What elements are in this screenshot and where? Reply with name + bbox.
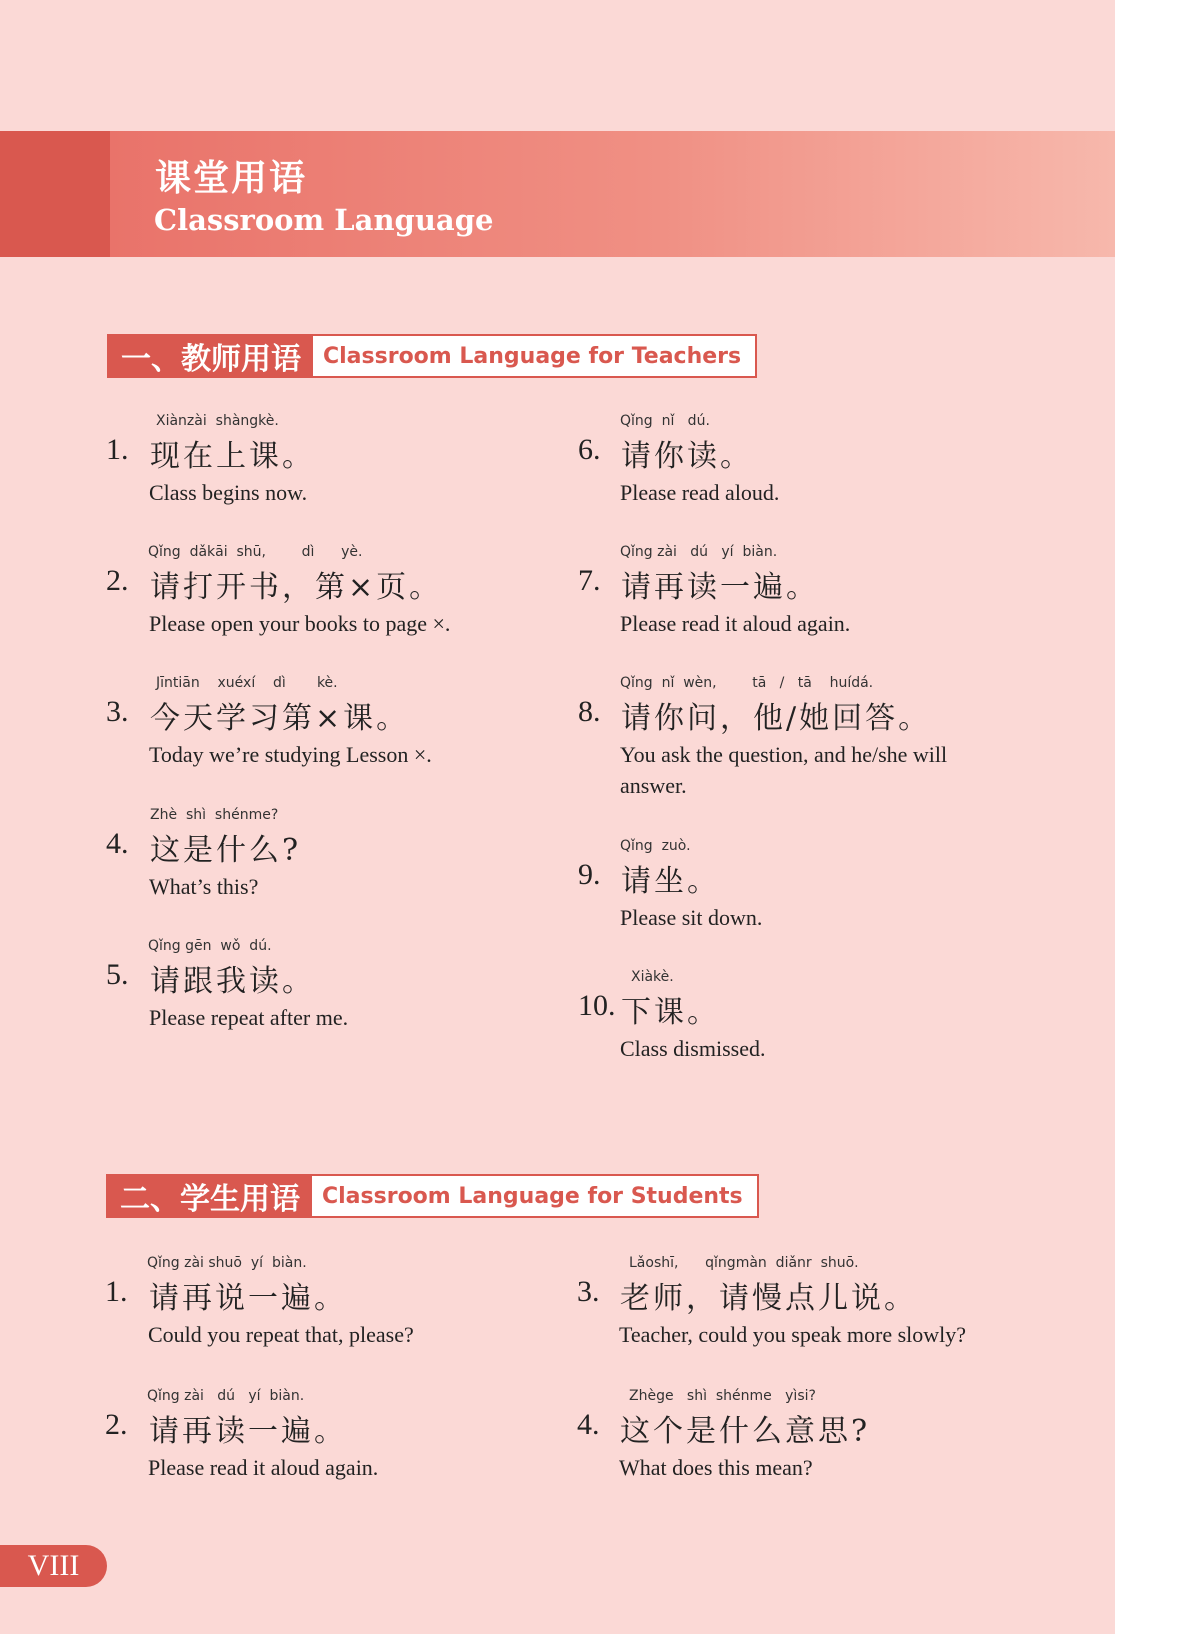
chinese-phrase: 这是什么? xyxy=(150,833,302,868)
item-number: 2. xyxy=(106,564,129,597)
pinyin-text: Qǐng zài dú yí biàn. xyxy=(147,1388,305,1404)
item-number: 4. xyxy=(577,1408,600,1441)
pinyin-text: Qǐng zài dú yí biàn. xyxy=(620,544,778,560)
english-translation: Please read aloud. xyxy=(620,480,780,505)
pinyin-text: Zhè shì shénme? xyxy=(150,807,279,823)
english-translation: What does this mean? xyxy=(619,1455,813,1480)
chinese-phrase: 请你问，他/她回答。 xyxy=(621,701,932,736)
pinyin-text: Lǎoshī, qǐngmàn diǎnr shuō. xyxy=(629,1255,859,1271)
section-heading-english: Classroom Language for Teachers xyxy=(313,334,757,378)
section-heading-english: Classroom Language for Students xyxy=(312,1174,759,1218)
page-title-chinese: 课堂用语 xyxy=(155,158,308,199)
chinese-phrase: 老师，请慢点儿说。 xyxy=(620,1281,917,1316)
chinese-phrase: 下课。 xyxy=(621,995,720,1030)
item-number: 9. xyxy=(578,858,601,891)
english-translation: Class dismissed. xyxy=(620,1036,766,1061)
item-number: 7. xyxy=(578,564,601,597)
chinese-phrase: 请打开书，第×页。 xyxy=(150,570,443,605)
english-translation: What’s this? xyxy=(149,874,259,899)
item-number: 3. xyxy=(106,695,129,728)
english-translation: Please open your books to page ×. xyxy=(149,611,451,636)
page-title-english: Classroom Language xyxy=(154,203,494,237)
section-heading-students xyxy=(106,1174,759,1218)
pinyin-text: Jīntiān xuéxí dì kè. xyxy=(156,675,338,691)
pinyin-text: Qǐng nǐ wèn, tā / tā huídá. xyxy=(620,675,874,691)
section-heading-chinese: 一、教师用语 xyxy=(107,334,313,378)
english-translation: Could you repeat that, please? xyxy=(148,1322,414,1347)
pinyin-text: Qǐng gēn wǒ dú. xyxy=(148,938,272,954)
pinyin-text: Zhège shì shénme yìsi? xyxy=(629,1388,816,1404)
chinese-phrase: 请跟我读。 xyxy=(150,964,315,999)
item-number: 8. xyxy=(578,695,601,728)
chinese-phrase: 请你读。 xyxy=(621,439,753,474)
item-number: 6. xyxy=(578,433,601,466)
section-heading-chinese: 二、学生用语 xyxy=(106,1174,312,1218)
english-translation: Teacher, could you speak more slowly? xyxy=(619,1322,967,1347)
page-margin xyxy=(1115,0,1200,1634)
pinyin-text: Qǐng zuò. xyxy=(620,838,691,854)
item-number: 3. xyxy=(577,1275,600,1308)
chinese-phrase: 这个是什么意思? xyxy=(620,1414,871,1449)
english-translation: Please repeat after me. xyxy=(149,1005,349,1030)
banner-accent-block xyxy=(0,131,110,257)
english-translation: Today we’re studying Lesson ×. xyxy=(149,742,432,767)
english-translation: Please sit down. xyxy=(620,905,763,930)
pinyin-text: Qǐng dǎkāi shū, dì yè. xyxy=(148,544,363,560)
pinyin-text: Qǐng zài shuō yí biàn. xyxy=(147,1255,307,1271)
chinese-phrase: 请坐。 xyxy=(621,864,720,899)
chinese-phrase: 现在上课。 xyxy=(150,439,315,474)
english-translation: Please read it aloud again. xyxy=(148,1455,379,1480)
chinese-phrase: 请再说一遍。 xyxy=(149,1281,347,1316)
chinese-phrase: 今天学习第×课。 xyxy=(150,701,410,736)
item-number: 1. xyxy=(106,433,129,466)
section-heading-teachers xyxy=(107,334,757,378)
item-number: 5. xyxy=(106,958,129,991)
english-translation: Please read it aloud again. xyxy=(620,611,851,636)
pinyin-text: Xiàkè. xyxy=(631,969,674,985)
item-number: 10. xyxy=(578,989,616,1022)
pinyin-text: Xiànzài shàngkè. xyxy=(156,413,279,429)
chinese-phrase: 请再读一遍。 xyxy=(149,1414,347,1449)
item-number: 2. xyxy=(105,1408,128,1441)
english-translation: You ask the question, and he/she will answer. xyxy=(620,742,948,798)
english-translation: Class begins now. xyxy=(149,480,308,505)
page-number-badge: VIII xyxy=(0,1545,107,1587)
item-number: 4. xyxy=(106,827,129,860)
item-number: 1. xyxy=(105,1275,128,1308)
pinyin-text: Qǐng nǐ dú. xyxy=(620,413,710,429)
chinese-phrase: 请再读一遍。 xyxy=(621,570,819,605)
